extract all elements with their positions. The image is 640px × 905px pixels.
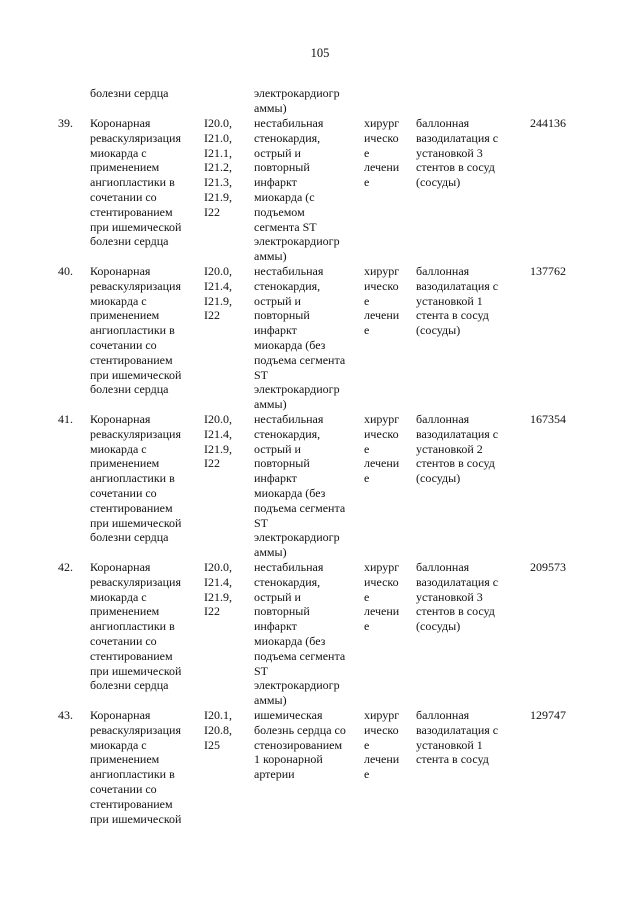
procedure-name: Коронарная реваскуляризация миокарда с применением ангиопластики в сочетании со стентированием при ишемической болезни сердца — [90, 264, 182, 397]
treatment-type: хирург ическо е лечени е — [364, 412, 400, 486]
diagnosis: электрокардиогр аммы) — [254, 86, 340, 115]
row-number: 39. — [58, 116, 73, 130]
icd-codes: I20.0, I21.4, I21.9, I22 — [204, 264, 232, 323]
treatment-type: хирург ическо е лечени е — [364, 560, 400, 634]
treatment-method: баллонная вазодилатация с установкой 3 стентов в сосуд (сосуды) — [416, 560, 499, 634]
diagnosis: нестабильная стенокардия, острый и повторный инфаркт миокарда (без подъема сегмента ST электрокардиогр аммы) — [254, 264, 346, 412]
procedure-name: Коронарная реваскуляризация миокарда с применением ангиопластики в сочетании со стентированием при ишемической болезни сердца — [90, 560, 182, 693]
price: 129747 — [530, 708, 566, 722]
price: 209573 — [530, 560, 566, 574]
row-number: 40. — [58, 264, 73, 278]
icd-codes: I20.0, I21.4, I21.9, I22 — [204, 412, 232, 471]
diagnosis: ишемическая болезнь сердца со стенозированием 1 коронарной артерии — [254, 708, 346, 782]
treatment-method: баллонная вазодилатация с установкой 1 стента в сосуд (сосуды) — [416, 264, 499, 338]
diagnosis: нестабильная стенокардия, острый и повторный инфаркт миокарда (с подъемом сегмента ST электрокардиогр аммы) — [254, 116, 340, 264]
diagnosis: нестабильная стенокардия, острый и повторный инфаркт миокарда (без подъема сегмента ST электрокардиогр аммы) — [254, 412, 346, 560]
row-number: 41. — [58, 412, 73, 426]
price: 244136 — [530, 116, 566, 130]
icd-codes: I20.0, I21.0, I21.1, I21.2, I21.3, I21.9, I22 — [204, 116, 232, 219]
price: 167354 — [530, 412, 566, 426]
row-number: 42. — [58, 560, 73, 574]
procedure-name: болезни сердца — [90, 86, 169, 100]
treatment-method: баллонная вазодилатация с установкой 3 стентов в сосуд (сосуды) — [416, 116, 499, 190]
procedure-name: Коронарная реваскуляризация миокарда с применением ангиопластики в сочетании со стентированием при ишемической болезни сердца — [90, 116, 182, 249]
treatment-type: хирург ическо е лечени е — [364, 264, 400, 338]
treatment-type: хирург ическо е лечени е — [364, 708, 400, 782]
price: 137762 — [530, 264, 566, 278]
icd-codes: I20.1, I20.8, I25 — [204, 708, 232, 752]
treatment-method: баллонная вазодилатация с установкой 1 стента в сосуд — [416, 708, 499, 767]
treatment-type: хирург ическо е лечени е — [364, 116, 400, 190]
procedure-name: Коронарная реваскуляризация миокарда с применением ангиопластики в сочетании со стентированием при ишемической — [90, 708, 182, 826]
procedure-name: Коронарная реваскуляризация миокарда с применением ангиопластики в сочетании со стентированием при ишемической болезни сердца — [90, 412, 182, 545]
treatment-method: баллонная вазодилатация с установкой 2 стентов в сосуд (сосуды) — [416, 412, 499, 486]
page-number: 105 — [310, 46, 330, 60]
row-number: 43. — [58, 708, 73, 722]
diagnosis: нестабильная стенокардия, острый и повторный инфаркт миокарда (без подъема сегмента ST электрокардиогр аммы) — [254, 560, 346, 708]
icd-codes: I20.0, I21.4, I21.9, I22 — [204, 560, 232, 619]
